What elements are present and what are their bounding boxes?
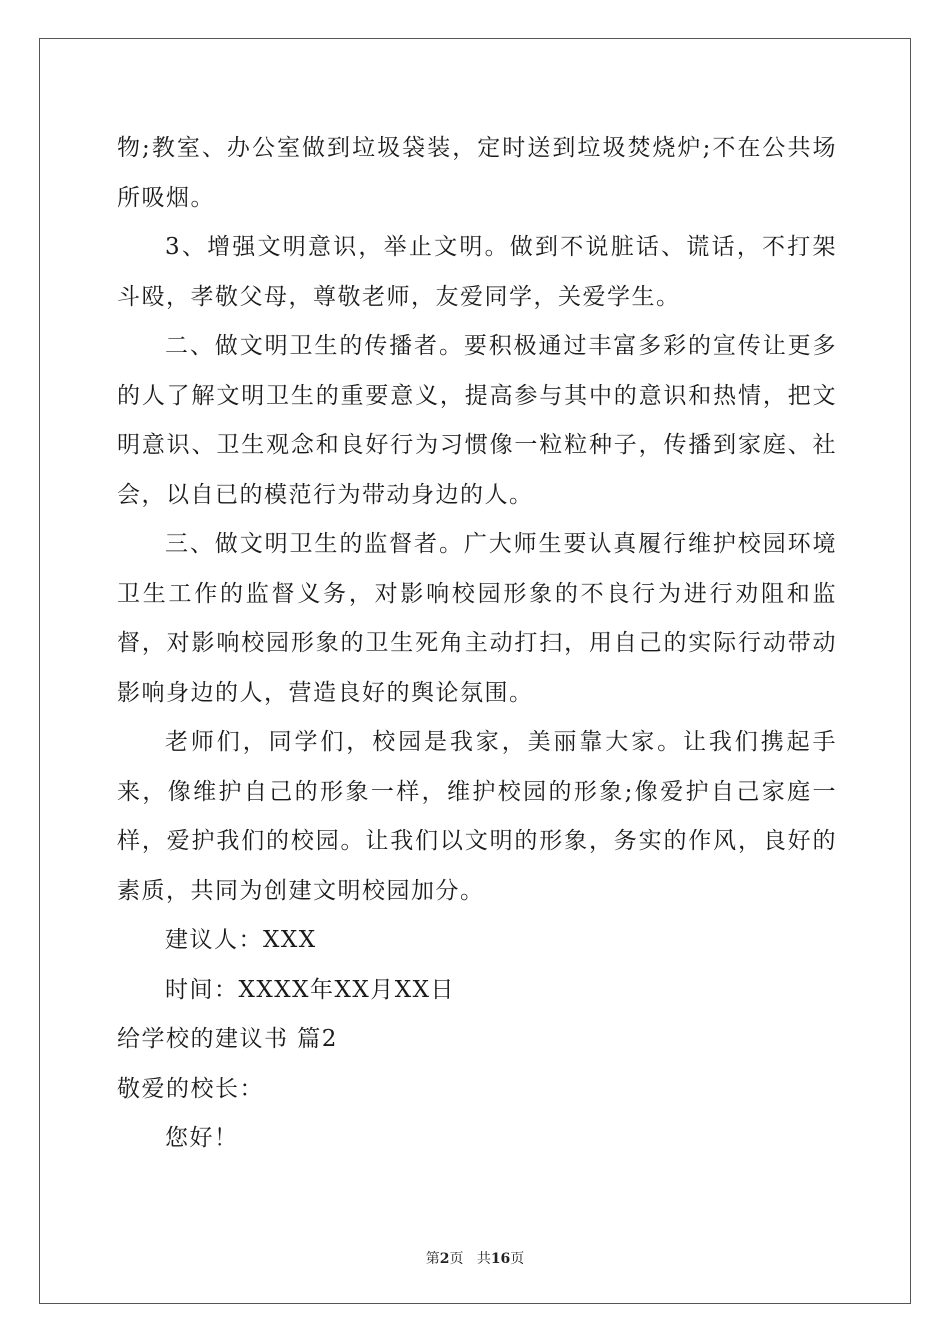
paragraph-1: 物;教室、办公室做到垃圾袋装，定时送到垃圾焚烧炉;不在公共场所吸烟。 [117,135,837,211]
greeting: 您好！ [165,1125,239,1151]
proposer-line: 建议人：XXX [165,927,317,953]
section-heading: 给学校的建议书 篇2 [117,1026,338,1052]
total-suffix: 页 [510,1251,525,1267]
paragraph-2: 3、增强文明意识，举止文明。做到不说脏话、谎话，不打架斗殴，孝敬父母，尊敬老师，友爱同学，关爱学生。 [117,234,837,310]
paragraph-3: 二、做文明卫生的传播者。要积极通过丰富多彩的宣传让更多的人了解文明卫生的重要意义，提高参与其中的意识和热情，把文明意识、卫生观念和良好行为习惯像一粒粒种子，传播到家庭、社会，以自已的模范行为带动身边的人。 [117,333,837,508]
paragraph-5: 老师们，同学们，校园是我家，美丽靠大家。让我们携起手来，像维护自己的形象一样，维护校园的形象;像爱护自己家庭一样，爱护我们的校园。让我们以文明的形象，务实的作风，良好的素质，共同为创建文明校园加分。 [117,729,837,904]
total-prefix: 共 [476,1251,491,1267]
date-line: 时间：XXXX年XX月XX日 [165,976,455,1003]
total-pages: 16 [490,1251,511,1267]
salutation: 敬爱的校长： [117,1075,264,1102]
paragraph-4: 三、做文明卫生的监督者。广大师生要认真履行维护校园环境卫生工作的监督义务，对影响校园形象的不良行为进行劝阻和监督，对影响校园形象的卫生死角主动打扫，用自己的实际行动带动影响身边的人，营造良好的舆论氛围。 [117,531,837,706]
page-prefix: 第 [425,1251,440,1267]
page-suffix: 页 [449,1251,464,1267]
page-number: 2 [439,1251,450,1267]
page-footer [0,1248,950,1268]
document-body [117,124,837,1164]
